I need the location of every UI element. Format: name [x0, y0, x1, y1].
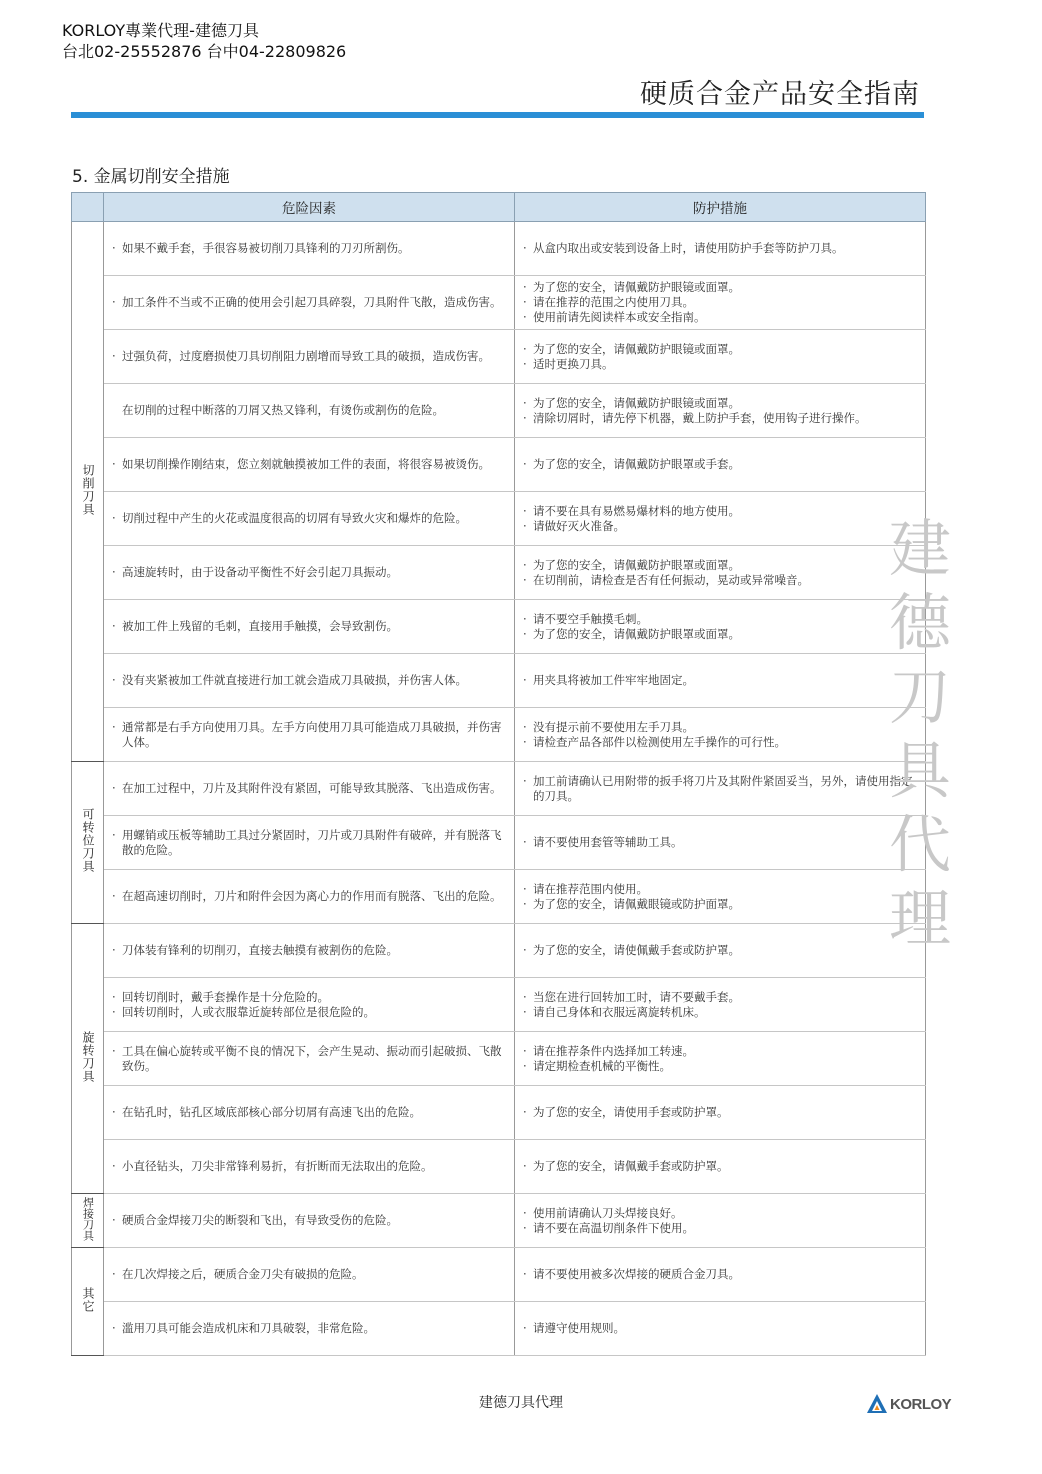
hazard-cell — [104, 1140, 515, 1194]
measure-item: · 从盒内取出或安装到设备上时，请使用防护手套等防护刀具。 — [523, 241, 917, 256]
table-row — [72, 222, 926, 276]
hazard-list — [112, 565, 506, 580]
table-row — [72, 978, 926, 1032]
section-title: 5. 金属切削安全措施 — [72, 167, 230, 187]
table-row — [72, 870, 926, 924]
measure-item: · 为了您的安全，请佩戴眼镜或防护面罩。 — [523, 897, 917, 912]
category-label: 旋转刀具 — [81, 1030, 95, 1083]
hazard-item: 在切削的过程中断落的刀屑又热又锋利，有烫伤或割伤的危险。 — [122, 403, 444, 417]
measure-item: · 请在推荐范围内使用。 — [523, 882, 917, 897]
measure-list — [523, 1159, 917, 1174]
footer-text: 建德刀具代理 — [479, 1395, 563, 1411]
hazard-item: · 过强负荷，过度磨损使刀具切削阻力剧增而导致工具的破损，造成伤害。 — [112, 349, 506, 364]
measure-item: · 用夹具将被加工件牢牢地固定。 — [523, 673, 917, 688]
table-row — [72, 924, 926, 978]
measure-cell — [515, 438, 926, 492]
measure-cell — [515, 276, 926, 330]
hazard-item: · 刀体装有锋利的切削刃，直接去触摸有被割伤的危险。 — [112, 943, 506, 958]
measure-cell — [515, 1140, 926, 1194]
table-row — [72, 1194, 926, 1248]
measure-list — [523, 280, 917, 325]
measure-header: 防护措施 — [515, 193, 926, 222]
measure-list — [523, 990, 917, 1020]
measure-cell — [515, 330, 926, 384]
measure-list — [523, 774, 917, 804]
measure-item: · 清除切屑时，请先停下机器，戴上防护手套，使用钩子进行操作。 — [523, 411, 917, 426]
measure-cell — [515, 1302, 926, 1356]
table-row — [72, 1302, 926, 1356]
measure-item: · 请不要使用套管等辅助工具。 — [523, 835, 917, 850]
measure-item: · 加工前请确认已用附带的扳手将刀片及其附件紧固妥当，另外，请使用指定的刀具。 — [523, 774, 917, 804]
hazard-cell — [104, 384, 515, 438]
hazard-item: · 回转切削时，人或衣服靠近旋转部位是很危险的。 — [112, 1005, 506, 1020]
table-row — [72, 816, 926, 870]
measure-item: · 请定期检查机械的平衡性。 — [523, 1059, 917, 1074]
hazard-cell — [104, 276, 515, 330]
hazard-item: · 在几次焊接之后，硬质合金刀尖有破损的危险。 — [112, 1267, 506, 1282]
measure-item: · 请检查产品各部件以检测使用左手操作的可行性。 — [523, 735, 917, 750]
table-row — [72, 654, 926, 708]
measure-list — [523, 342, 917, 372]
measure-item: · 为了您的安全，请使用手套或防护罩。 — [523, 1105, 917, 1120]
measure-item: · 请在推荐的范围之内使用刀具。 — [523, 295, 917, 310]
hazard-cell — [104, 1194, 515, 1248]
header-rule — [71, 112, 924, 118]
korloy-logo-icon — [866, 1393, 888, 1415]
measure-list — [523, 673, 917, 688]
hazard-item: · 高速旋转时，由于设备动平衡性不好会引起刀具振动。 — [112, 565, 506, 580]
hazard-cell — [104, 546, 515, 600]
table-row — [72, 600, 926, 654]
hazard-list — [112, 1105, 506, 1120]
hazard-list — [112, 1044, 506, 1074]
hazard-list — [112, 889, 506, 904]
measure-item: · 请做好灭火准备。 — [523, 519, 917, 534]
hazard-item: · 回转切削时，戴手套操作是十分危险的。 — [112, 990, 506, 1005]
measure-cell — [515, 654, 926, 708]
measure-list — [523, 1044, 917, 1074]
hazard-list — [112, 720, 506, 750]
hazard-list — [112, 1321, 506, 1336]
hazard-list — [112, 511, 506, 526]
measure-item: · 为了您的安全，请佩戴防护眼镜或面罩。 — [523, 396, 917, 411]
measure-item: · 请不要使用被多次焊接的硬质合金刀具。 — [523, 1267, 917, 1282]
watermark-char: 代 — [888, 808, 951, 881]
brand-name: KORLOY — [890, 1395, 952, 1413]
measure-item: · 为了您的安全，请佩戴防护眼罩或面罩。 — [523, 627, 917, 642]
measure-list — [523, 1206, 917, 1236]
measure-item: · 为了您的安全，请佩戴防护眼镜或面罩。 — [523, 342, 917, 357]
measure-list — [523, 720, 917, 750]
hazard-item: · 如果切削操作刚结束，您立刻就触摸被加工件的表面，将很容易被烫伤。 — [112, 457, 506, 472]
table-row — [72, 330, 926, 384]
brand-logo — [866, 1393, 951, 1415]
measure-cell — [515, 546, 926, 600]
hazard-item: · 在超高速切削时，刀片和附件会因为离心力的作用而有脱落、飞出的危险。 — [112, 889, 506, 904]
measure-list — [523, 558, 917, 588]
measure-cell — [515, 1248, 926, 1302]
measure-list — [523, 882, 917, 912]
hazard-list — [112, 1267, 506, 1282]
measure-cell — [515, 1032, 926, 1086]
hazard-list — [112, 943, 506, 958]
table-row — [72, 1086, 926, 1140]
measure-list — [523, 943, 917, 958]
table-row — [72, 1032, 926, 1086]
hazard-cell — [104, 1302, 515, 1356]
hazard-list — [112, 295, 506, 310]
hazard-cell — [104, 1248, 515, 1302]
table-row — [72, 762, 926, 816]
hazard-list — [112, 673, 506, 688]
measure-cell — [515, 492, 926, 546]
measure-item: · 使用前请先阅读样本或安全指南。 — [523, 310, 917, 325]
hazard-cell — [104, 438, 515, 492]
category-label: 其它 — [81, 1286, 95, 1313]
measure-item: · 请不要在高温切削条件下使用。 — [523, 1221, 917, 1236]
hazard-cell — [104, 1086, 515, 1140]
table-row — [72, 708, 926, 762]
measure-list — [523, 457, 917, 472]
table-row — [72, 546, 926, 600]
measure-cell — [515, 870, 926, 924]
measure-item: · 请自己身体和衣服远离旋转机床。 — [523, 1005, 917, 1020]
hazard-cell — [104, 924, 515, 978]
hazard-cell — [104, 600, 515, 654]
table-header-row — [72, 193, 926, 222]
hazard-header: 危险因素 — [104, 193, 515, 222]
measure-cell — [515, 600, 926, 654]
hazard-cell — [104, 330, 515, 384]
hazard-list — [112, 619, 506, 634]
measure-item: · 为了您的安全，请佩戴防护眼镜或面罩。 — [523, 280, 917, 295]
measure-list — [523, 504, 917, 534]
measure-list — [523, 835, 917, 850]
category-header — [72, 193, 104, 222]
measure-cell — [515, 708, 926, 762]
measure-list — [523, 1321, 917, 1336]
watermark-char: 具 — [888, 734, 951, 807]
measure-item: · 在切削前，请检查是否有任何振动，晃动或异常噪音。 — [523, 573, 917, 588]
hazard-item: · 在加工过程中，刀片及其附件没有紧固，可能导致其脱落、飞出造成伤害。 — [112, 781, 506, 796]
measure-cell — [515, 924, 926, 978]
category-label: 可转位刀具 — [81, 808, 95, 873]
hazard-item: · 加工条件不当或不正确的使用会引起刀具碎裂，刀具附件飞散，造成伤害。 — [112, 295, 506, 310]
watermark — [878, 512, 962, 956]
measure-cell — [515, 222, 926, 276]
measure-item: · 为了您的安全，请佩戴手套或防护罩。 — [523, 1159, 917, 1174]
measure-list — [523, 241, 917, 256]
hazard-cell — [104, 978, 515, 1032]
measure-cell — [515, 762, 926, 816]
hazard-list — [112, 828, 506, 858]
hazard-item: · 在钻孔时，钻孔区域底部核心部分切屑有高速飞出的危险。 — [112, 1105, 506, 1120]
measure-item: · 当您在进行回转加工时，请不要戴手套。 — [523, 990, 917, 1005]
measure-cell — [515, 816, 926, 870]
measure-item: · 请不要在具有易燃易爆材料的地方使用。 — [523, 504, 917, 519]
watermark-char: 理 — [888, 882, 951, 955]
table-body — [72, 222, 926, 1356]
hazard-cell — [104, 870, 515, 924]
hazard-cell — [104, 708, 515, 762]
category-label: 焊接刀具 — [81, 1196, 95, 1241]
hazard-list — [112, 457, 506, 472]
category-cell — [72, 762, 104, 924]
measure-item: · 为了您的安全，请佩戴防护眼罩或面罩。 — [523, 558, 917, 573]
hazard-list — [112, 781, 506, 796]
hazard-list — [112, 241, 506, 256]
measure-cell — [515, 1194, 926, 1248]
hazard-item: · 通常都是右手方向使用刀具。左手方向使用刀具可能造成刀具破损，并伤害人体。 — [112, 720, 506, 750]
measure-list — [523, 1267, 917, 1282]
measure-item: · 为了您的安全，请使佩戴手套或防护罩。 — [523, 943, 917, 958]
measure-list — [523, 396, 917, 426]
hazard-item: · 滥用刀具可能会造成机床和刀具破裂，非常危险。 — [112, 1321, 506, 1336]
hazard-list — [112, 1213, 506, 1228]
hazard-list — [112, 990, 506, 1020]
table-row — [72, 438, 926, 492]
category-cell — [72, 924, 104, 1194]
hazard-cell — [104, 492, 515, 546]
measure-item: · 使用前请确认刀头焊接良好。 — [523, 1206, 917, 1221]
watermark-char: 德 — [888, 586, 951, 659]
hazard-item: · 工具在偏心旋转或平衡不良的情况下，会产生晃动、振动而引起破损、飞散致伤。 — [112, 1044, 506, 1074]
table-row — [72, 1140, 926, 1194]
category-cell — [72, 1194, 104, 1248]
hazard-item: · 如果不戴手套，手很容易被切削刀具锋利的刀刃所割伤。 — [112, 241, 506, 256]
category-cell — [72, 1248, 104, 1356]
measure-item: · 请遵守使用规则。 — [523, 1321, 917, 1336]
hazard-cell — [104, 1032, 515, 1086]
hazard-item: · 切削过程中产生的火花或温度很高的切屑有导致火灾和爆炸的危险。 — [112, 511, 506, 526]
header-contact — [62, 20, 346, 62]
table-row — [72, 276, 926, 330]
hazard-item: · 小直径钻头，刀尖非常锋利易折，有折断而无法取出的危险。 — [112, 1159, 506, 1174]
watermark-char: 建 — [888, 512, 951, 585]
category-cell — [72, 222, 104, 762]
hazard-item: · 没有夹紧被加工件就直接进行加工就会造成刀具破损，并伤害人体。 — [112, 673, 506, 688]
header-line-2: 台北02-25552876 台中04-22809826 — [62, 42, 347, 61]
safety-table — [71, 192, 926, 1356]
hazard-item: · 硬质合金焊接刀尖的断裂和飞出，有导致受伤的危险。 — [112, 1213, 506, 1228]
measure-item: · 请在推荐条件内选择加工转速。 — [523, 1044, 917, 1059]
measure-cell — [515, 384, 926, 438]
document-title: 硬质合金产品安全指南 — [640, 79, 920, 110]
table-row — [72, 384, 926, 438]
hazard-list — [112, 403, 506, 418]
watermark-char: 刀 — [888, 660, 951, 733]
hazard-cell — [104, 222, 515, 276]
measure-item: · 请不要空手触摸毛刺。 — [523, 612, 917, 627]
hazard-list — [112, 349, 506, 364]
hazard-cell — [104, 654, 515, 708]
measure-item: · 没有提示前不要使用左手刀具。 — [523, 720, 917, 735]
hazard-cell — [104, 762, 515, 816]
category-label: 切削刀具 — [81, 463, 95, 516]
table-row — [72, 492, 926, 546]
hazard-item: · 被加工件上残留的毛刺，直接用手触摸，会导致割伤。 — [112, 619, 506, 634]
measure-item: · 为了您的安全，请佩戴防护眼罩或手套。 — [523, 457, 917, 472]
measure-list — [523, 612, 917, 642]
measure-list — [523, 1105, 917, 1120]
hazard-list — [112, 1159, 506, 1174]
measure-cell — [515, 1086, 926, 1140]
hazard-cell — [104, 816, 515, 870]
table-row — [72, 1248, 926, 1302]
header-line-1: KORLOY專業代理-建德刀具 — [62, 21, 259, 40]
hazard-item: · 用螺销或压板等辅助工具过分紧固时，刀片或刀具附件有破碎，并有脱落飞散的危险。 — [112, 828, 506, 858]
measure-cell — [515, 978, 926, 1032]
measure-item: · 适时更换刀具。 — [523, 357, 917, 372]
